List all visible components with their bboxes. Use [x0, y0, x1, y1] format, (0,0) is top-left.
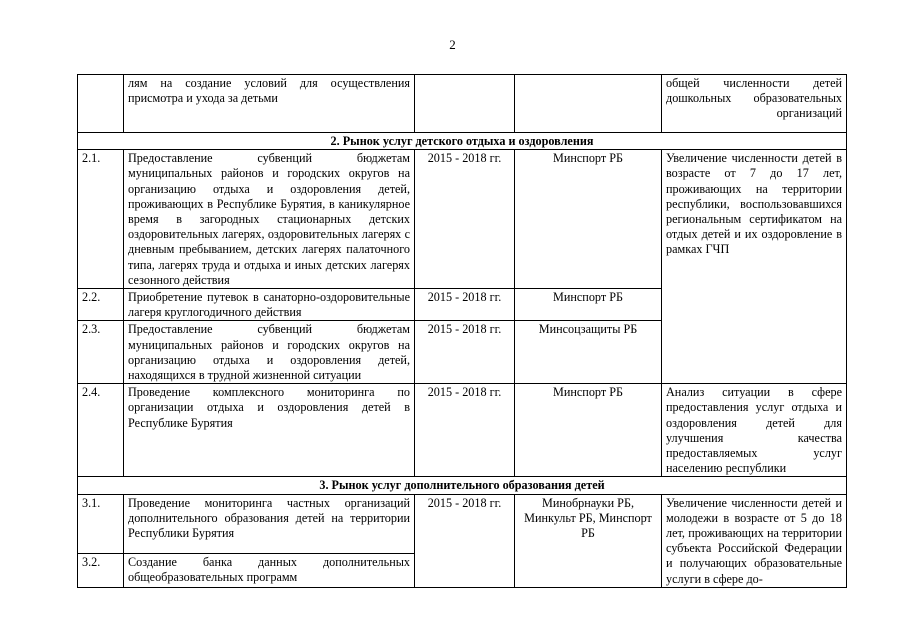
num-cell	[78, 75, 124, 133]
executor-cell: Минспорт РБ	[515, 289, 662, 321]
measure-cell: лям на создание условий для осуществления присмотра и ухода за детьми	[124, 75, 415, 133]
table-row	[78, 75, 847, 133]
section-title: 2. Рынок услуг детского отдыха и оздоровления	[78, 133, 847, 150]
period-cell	[415, 75, 515, 133]
measure-cell: Проведение мониторинга частных организаций дополнительного образования детей на территории Республики Бурятия	[124, 494, 415, 553]
period-cell: 2015 - 2018 гг.	[415, 384, 515, 477]
row-number: 2.3.	[78, 321, 124, 384]
result-cell: Анализ ситуации в сфере предоставления услуг отдыха и оздоровления детей для улучшения качества предоставляемых услуг населению республики	[662, 384, 847, 477]
measures-table	[77, 74, 847, 588]
executor-cell: Минсоцзащиты РБ	[515, 321, 662, 384]
row-number: 2.1.	[78, 150, 124, 289]
executor-cell	[515, 75, 662, 133]
row-number: 3.2.	[78, 554, 124, 588]
row-number: 3.1.	[78, 494, 124, 553]
row-number: 2.2.	[78, 289, 124, 321]
period-cell: 2015 - 2018 гг.	[415, 321, 515, 384]
page-number: 2	[449, 37, 456, 52]
result-cell: Увеличение численности детей в возрасте от 7 до 17 лет, проживающих на территории республики, воспользовавшихся региональным сертификатом на отдых детей и их оздоровление в рамках ГЧП	[662, 150, 847, 384]
executor-cell: Минспорт РБ	[515, 150, 662, 289]
executor-cell: Минспорт РБ	[515, 384, 662, 477]
result-cell: Увеличение численности детей и молодежи в возрасте от 5 до 18 лет, проживающих на территории субъекта Российской Федерации и получающих образовательные услуги в сфере до-	[662, 494, 847, 587]
section-header-row	[78, 133, 847, 150]
period-cell: 2015 - 2018 гг.	[415, 150, 515, 289]
table-row	[78, 384, 847, 477]
measure-cell: Проведение комплексного мониторинга по организации отдыха и оздоровления детей в Республике Бурятия	[124, 384, 415, 477]
period-cell: 2015 - 2018 гг.	[415, 494, 515, 587]
measure-cell: Предоставление субвенций бюджетам муниципальных районов и городских округов на организацию отдыха и оздоровления детей, находящихся в трудной жизненной ситуации	[124, 321, 415, 384]
section-header-row	[78, 477, 847, 494]
table-row	[78, 494, 847, 553]
executor-cell: Минобрнауки РБ, Минкульт РБ, Минспорт РБ	[515, 494, 662, 587]
table-row	[78, 150, 847, 289]
measure-cell: Предоставление субвенций бюджетам муниципальных районов и городских округов на организацию отдыха и оздоровления детей, проживающих в Республике Бурятия, в каникулярное время в загородных стационарных детских оздоровительных лагерях, оздоровительных лагерях с дневным пребыванием, детских лагерях палаточного типа, лагерях труда и отдыха и иных детских лагерях сезонного действия	[124, 150, 415, 289]
measure-cell: Создание банка данных дополнительных общеобразовательных программ	[124, 554, 415, 588]
measure-cell: Приобретение путевок в санаторно-оздоровительные лагеря круглогодичного действия	[124, 289, 415, 321]
period-cell: 2015 - 2018 гг.	[415, 289, 515, 321]
result-cell: общей численности детей дошкольных образовательных организаций	[662, 75, 847, 133]
section-title: 3. Рынок услуг дополнительного образования детей	[78, 477, 847, 494]
row-number: 2.4.	[78, 384, 124, 477]
